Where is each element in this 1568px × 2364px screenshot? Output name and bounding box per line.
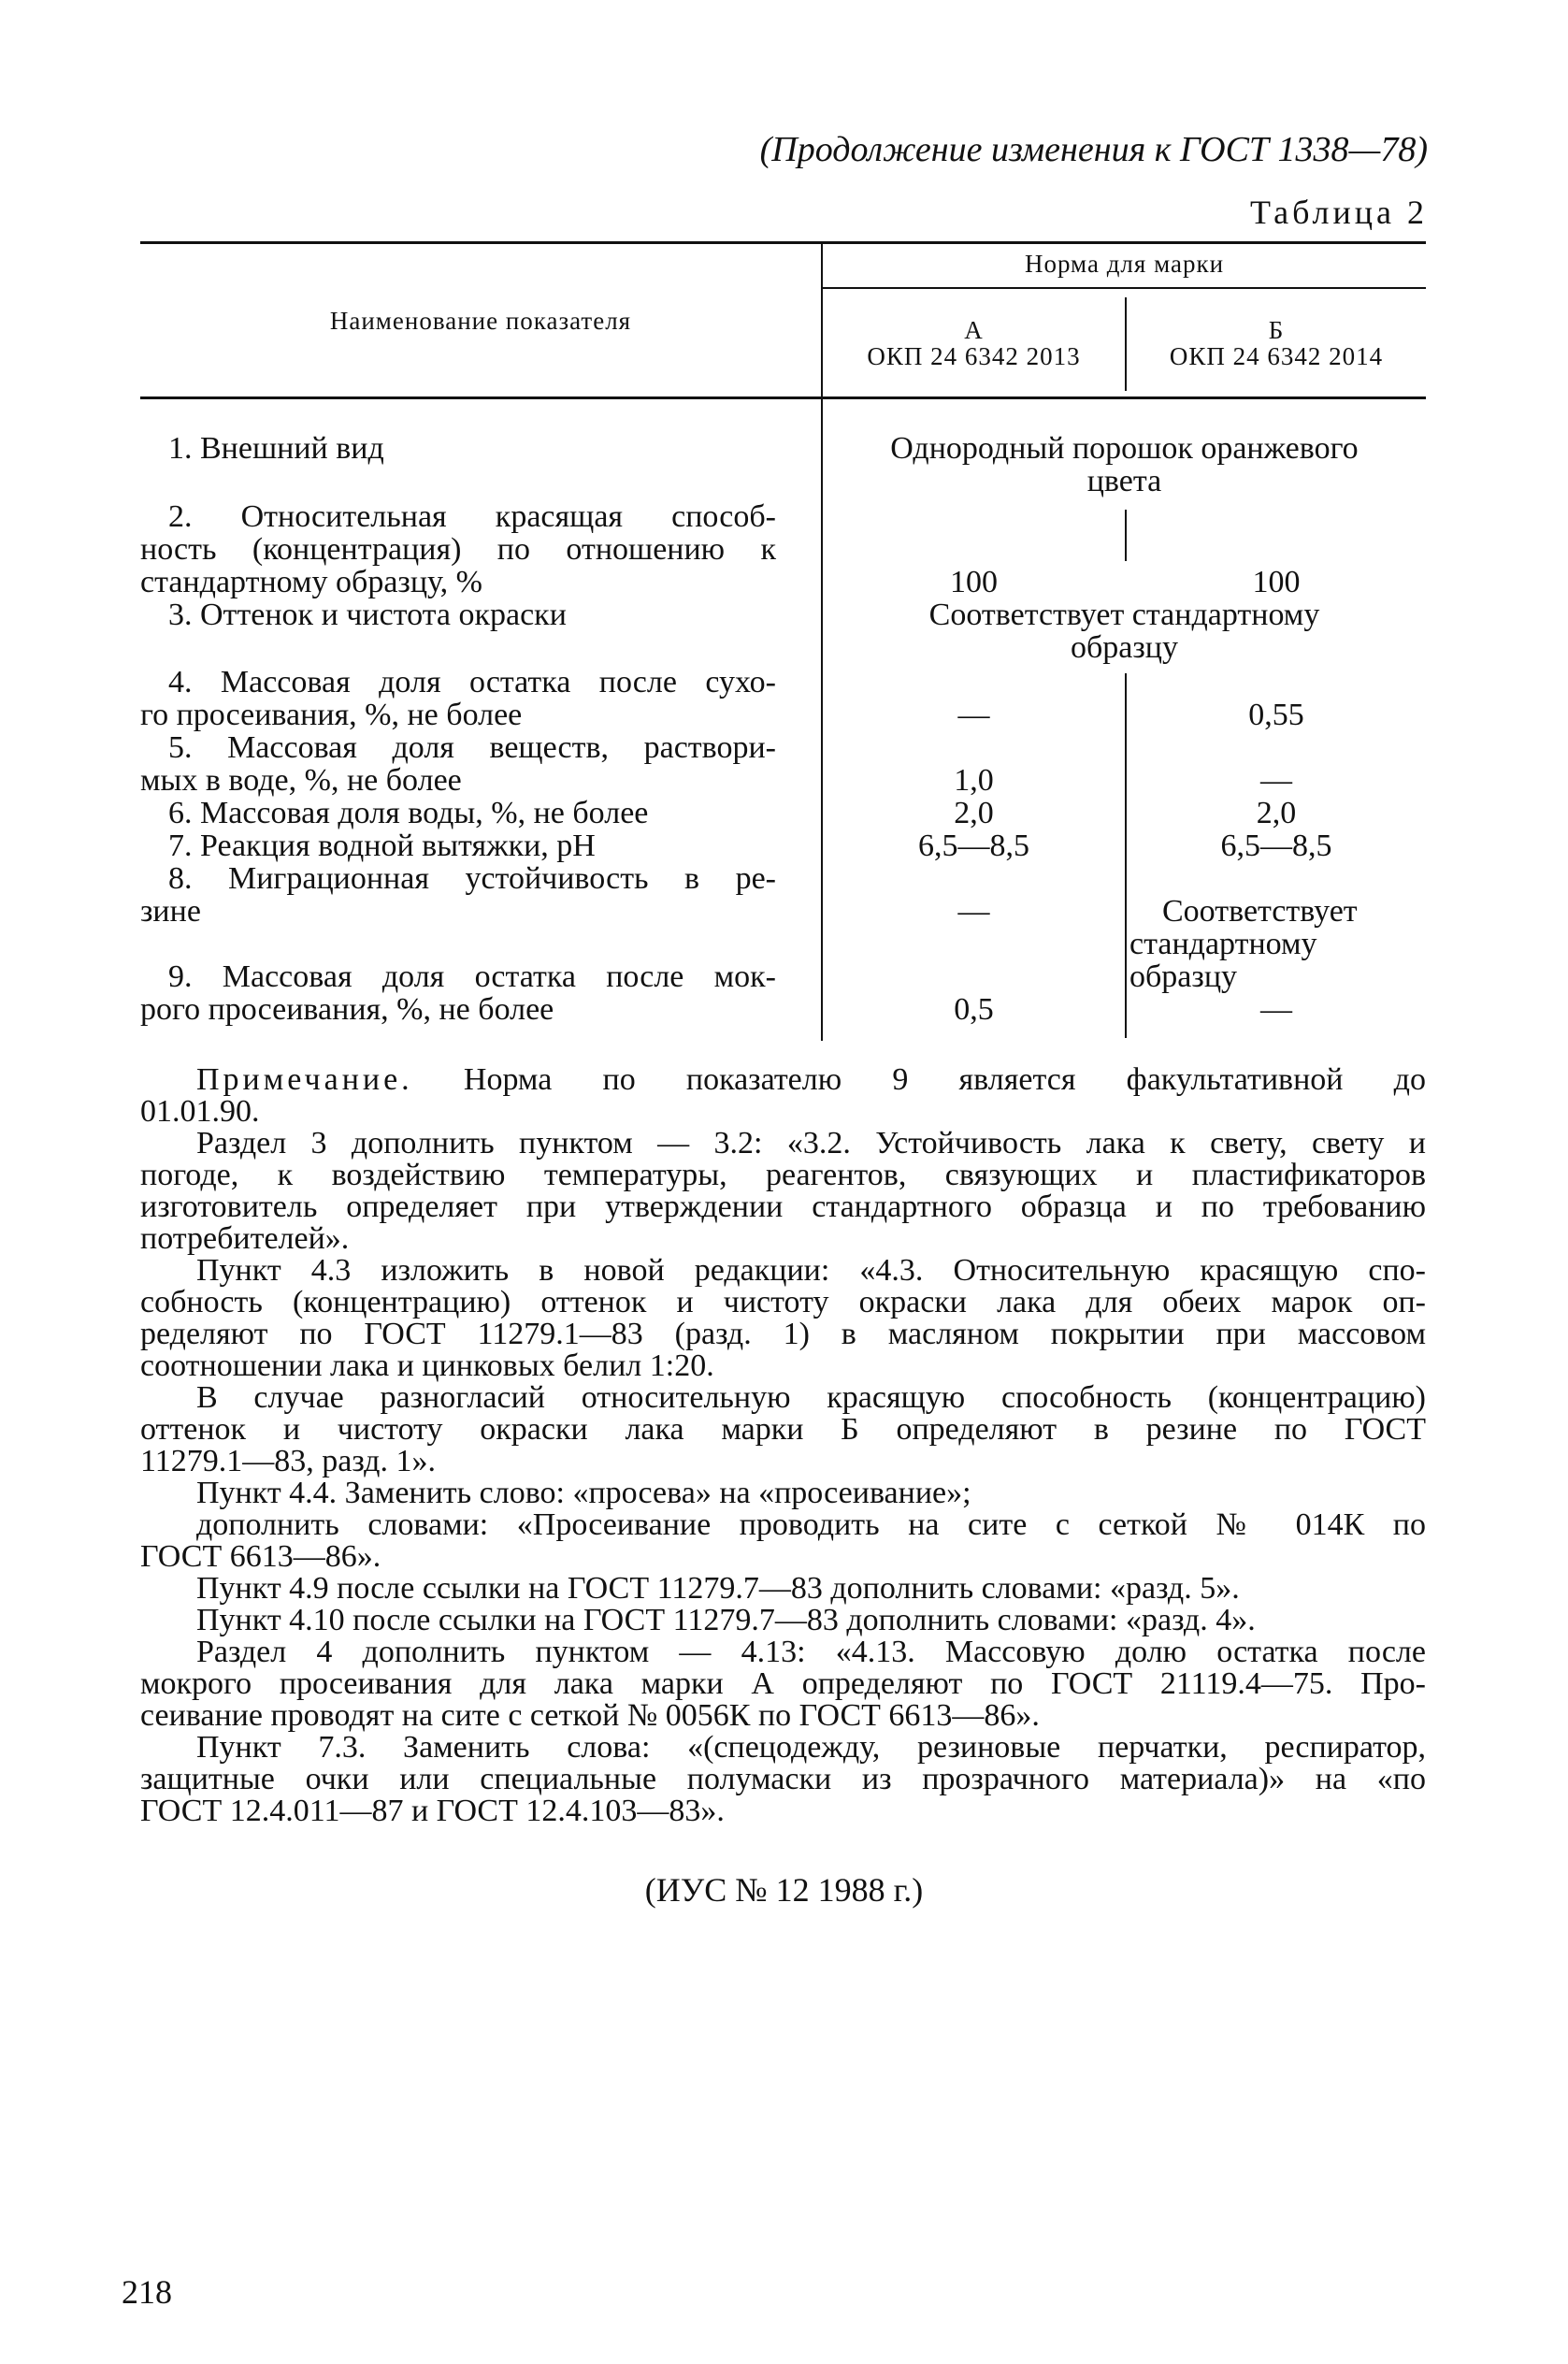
table-row-value-a: 0,5 [954,992,994,1027]
col-b-code: ОКП 24 6342 2014 [1169,342,1384,370]
table-top-rule [140,241,1426,244]
table-row-value-a: 100 [950,565,998,599]
table-row-value-a: 1,0 [954,763,994,798]
col-norm-header: Норма для марки [1024,250,1225,278]
paragraph: В случае разногласий относительную красящую способность (концентрацию) оттенок и чистоту окраски лака марки Б определяют в резине по ГОСТ 11279.1—83, разд. 1». [140,1380,1426,1478]
table-row-label: 1. Внешний вид [168,431,384,466]
document-header: (Продолжение изменения к ГОСТ 1338—78) [759,130,1428,169]
table-row-value-merged: Однородный порошок оранжевого цвета [890,431,1359,498]
norm-header-rule [823,287,1426,289]
paragraph: Пункт 4.9 после ссылки на ГОСТ 11279.7—83 дополнить словами: «разд. 5». [196,1571,1240,1606]
table-row-value-b: Соответствует стандартному образцу [1129,894,1358,994]
table-row-value-a: — [957,698,990,732]
table-row-label: 2. Относительная красящая способ- ность (концентрация) по отношению к стандартному образцу, % [140,499,776,599]
table-row-value-b: 2,0 [1256,796,1297,830]
col-indicator-header: Наименование показателя [329,307,632,335]
table-row-value-b: 0,55 [1248,698,1304,732]
paragraph: Пункт 4.4. Заменить слово: «просева» на «просеивание»; [196,1476,971,1510]
table-row-label: 9. Массовая доля остатка после мок- рого просеивания, %, не более [140,959,776,1027]
table-row-value-b: 6,5—8,5 [1220,829,1332,863]
table-row-value-b: 100 [1252,565,1301,599]
page-number: 218 [122,2273,172,2311]
table-row-label: 8. Миграционная устойчивость в ре- зине [140,861,776,929]
paragraph: Пункт 4.3 изложить в новой редакции: «4.3. Относительную красящую спо- собность (концентрацию) оттенок и чистоту окраски лака для обеих марок оп- ределяют по ГОСТ 11279.1—83 (разд. 1) в масляном покрытии при массовом соотношении лака и цинковых белил 1:20. [140,1253,1426,1383]
table-row-label: 7. Реакция водной вытяжки, pH [168,829,596,863]
table-row-value-a: 6,5—8,5 [918,829,1029,863]
table-caption: Таблица 2 [1250,194,1428,231]
table-row-label: 6. Массовая доля воды, %, не более [168,796,649,830]
paragraph: Пункт 7.3. Заменить слова: «(спецодежду, резиновые перчатки, респиратор, защитные очки или специальные полумаски из прозрачного материала)» на «по ГОСТ 12.4.011—87 и ГОСТ 12.4.103—83». [140,1730,1426,1828]
table-row-value-b: — [1260,763,1292,798]
table-row-value-a: — [957,894,990,929]
table-divider-ab-1 [1125,510,1127,561]
paragraph: дополнить словами: «Просеивание проводить на сите с сеткой № 014К по ГОСТ 6613—86». [140,1507,1426,1574]
table-row-label: 3. Оттенок и чистота окраски [168,598,567,632]
paragraph: Пункт 4.10 после ссылки на ГОСТ 11279.7—83 дополнить словами: «разд. 4». [196,1603,1256,1637]
paragraph: Раздел 4 дополнить пунктом — 4.13: «4.13. Массовую долю остатка после мокрого просеивания для лака марки А определяют по ГОСТ 21119.4—75. Про- сеивание проводят на сите с сеткой № 0056К по ГОСТ 6613—86». [140,1635,1426,1733]
col-a-code: ОКП 24 6342 2013 [867,342,1081,370]
table-row-value-merged: Соответствует стандартному образцу [928,598,1320,665]
table-header-bottom-rule [140,396,1426,399]
col-b-mark: Б [1268,316,1285,344]
table-row-label: 5. Массовая доля веществ, раствори- мых в воде, %, не более [140,730,776,798]
ius-reference: (ИУС № 12 1988 г.) [644,1871,924,1909]
table-row-value-a: 2,0 [954,796,994,830]
col-a-mark: А [964,316,984,344]
table-row-label: 4. Массовая доля остатка после сухо- го просеивания, %, не более [140,665,776,732]
table-note: Примечание. Норма по показателю 9 является факультативной до 01.01.90. [140,1062,1426,1129]
table-row-value-b: — [1260,992,1292,1027]
paragraph: Раздел 3 дополнить пунктом — 3.2: «3.2. Устойчивость лака к свету, свету и погоде, к воздействию температуры, реагентов, связующих и пластификаторов изготовитель определяет при утверждении стандартного образца и по требованию потребителей». [140,1126,1426,1256]
